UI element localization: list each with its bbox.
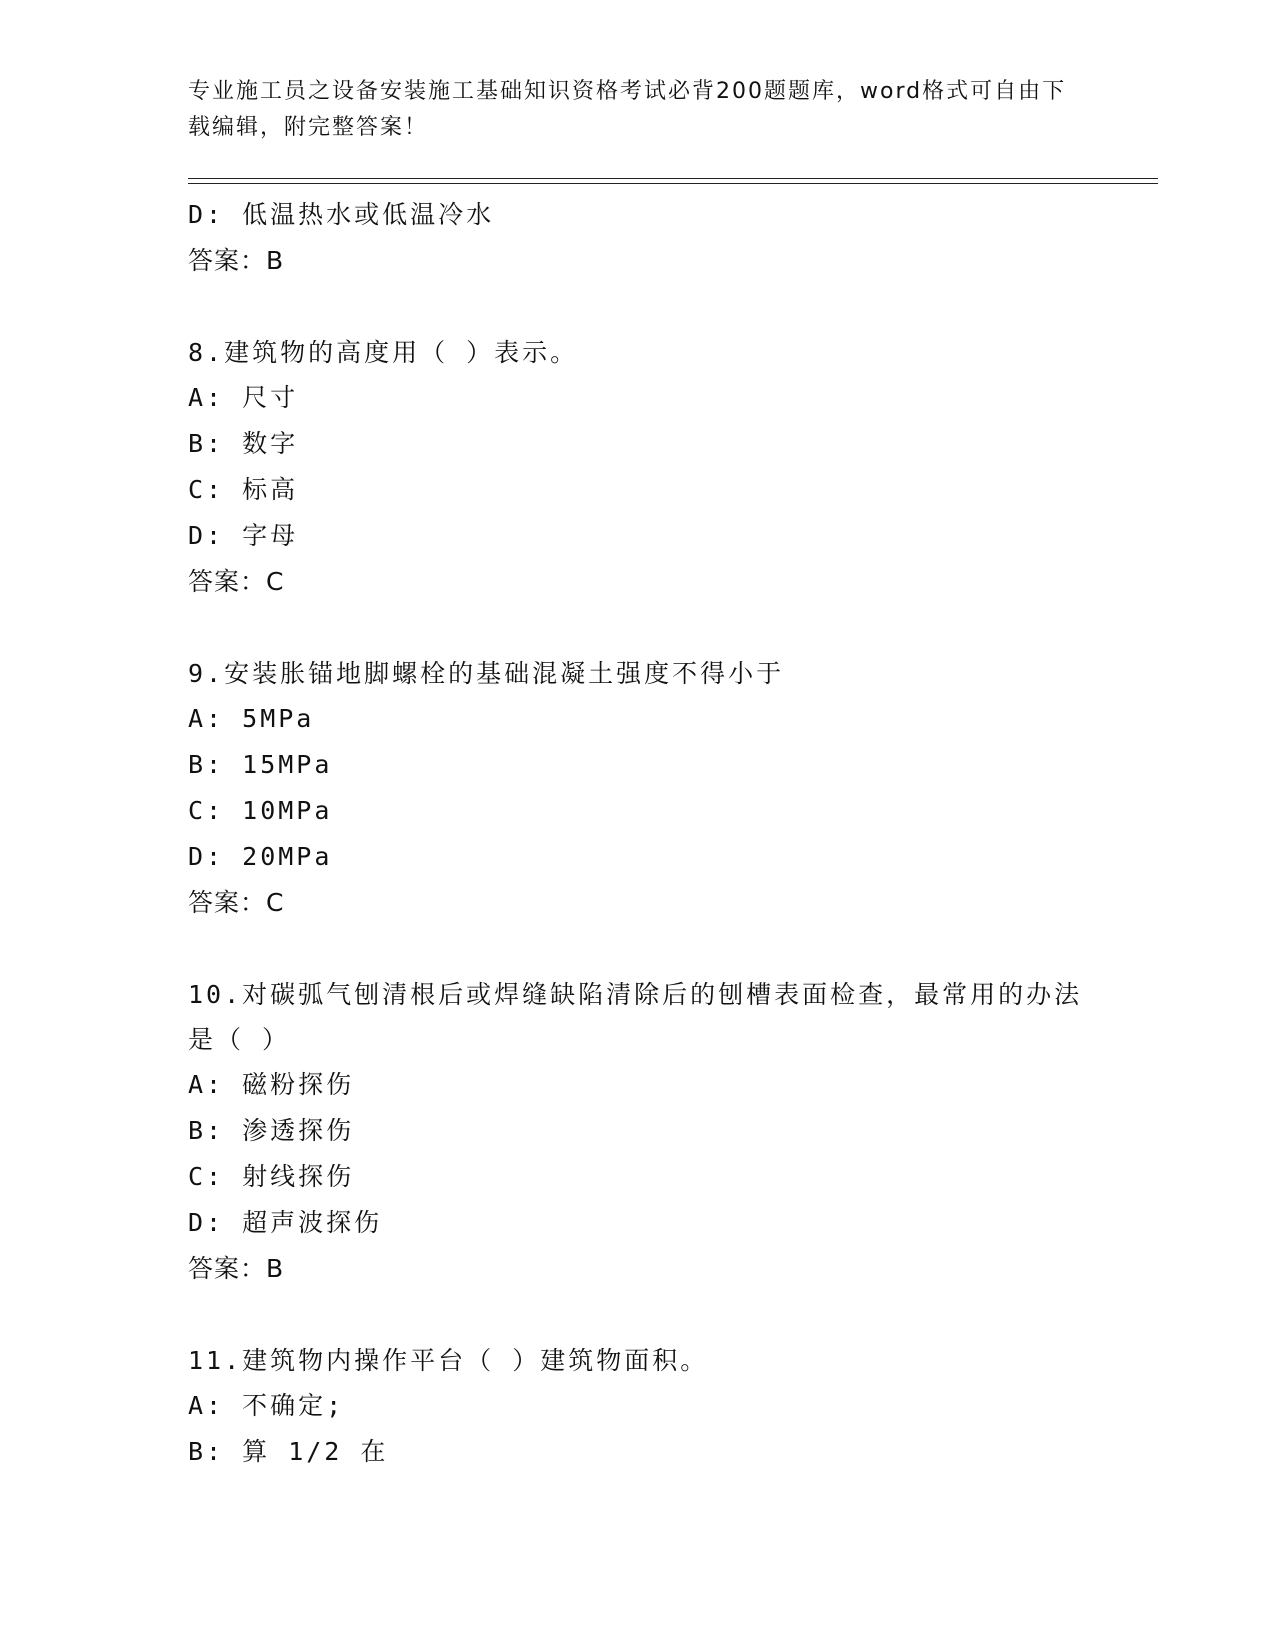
header-divider-top: [188, 178, 1158, 179]
answer: 答案：B: [188, 246, 285, 275]
document-header: 专业施工员之设备安装施工基础知识资格考试必背200题题库，word格式可自由下载编辑，附完整答案！: [188, 79, 1067, 140]
option-d: D: 字母: [188, 521, 299, 550]
question-stem-8: 8.建筑物的高度用（ ）表示。: [188, 338, 579, 367]
option-d: D: 20MPa: [188, 842, 333, 871]
answer: 答案：B: [188, 1254, 285, 1283]
question-stem-11: 11.建筑物内操作平台（ ）建筑物面积。: [188, 1346, 709, 1375]
option-a: A: 5MPa: [188, 704, 315, 733]
question-stem-10: 10.对碳弧气刨清根后或焊缝缺陷清除后的刨槽表面检查，最常用的办法是（ ）: [188, 980, 1083, 1054]
option-c: C: 标高: [188, 475, 299, 504]
option-c: C: 射线探伤: [188, 1162, 355, 1191]
question-stem-9: 9.安装胀锚地脚螺栓的基础混凝土强度不得小于: [188, 659, 785, 688]
option-a: A: 磁粉探伤: [188, 1070, 355, 1099]
option-d: D: 低温热水或低温冷水: [188, 200, 495, 229]
question-list: [188, 192, 1088, 1475]
option-b: B: 15MPa: [188, 750, 333, 779]
option-b: B: 算 1/2 在: [188, 1437, 389, 1466]
option-d: D: 超声波探伤: [188, 1208, 383, 1237]
header-divider-bottom: [188, 183, 1158, 184]
option-a: A: 不确定;: [188, 1391, 345, 1420]
option-c: C: 10MPa: [188, 796, 333, 825]
option-b: B: 数字: [188, 429, 299, 458]
option-b: B: 渗透探伤: [188, 1116, 355, 1145]
answer: 答案：C: [188, 567, 285, 596]
answer: 答案：C: [188, 888, 285, 917]
option-a: A: 尺寸: [188, 383, 299, 412]
